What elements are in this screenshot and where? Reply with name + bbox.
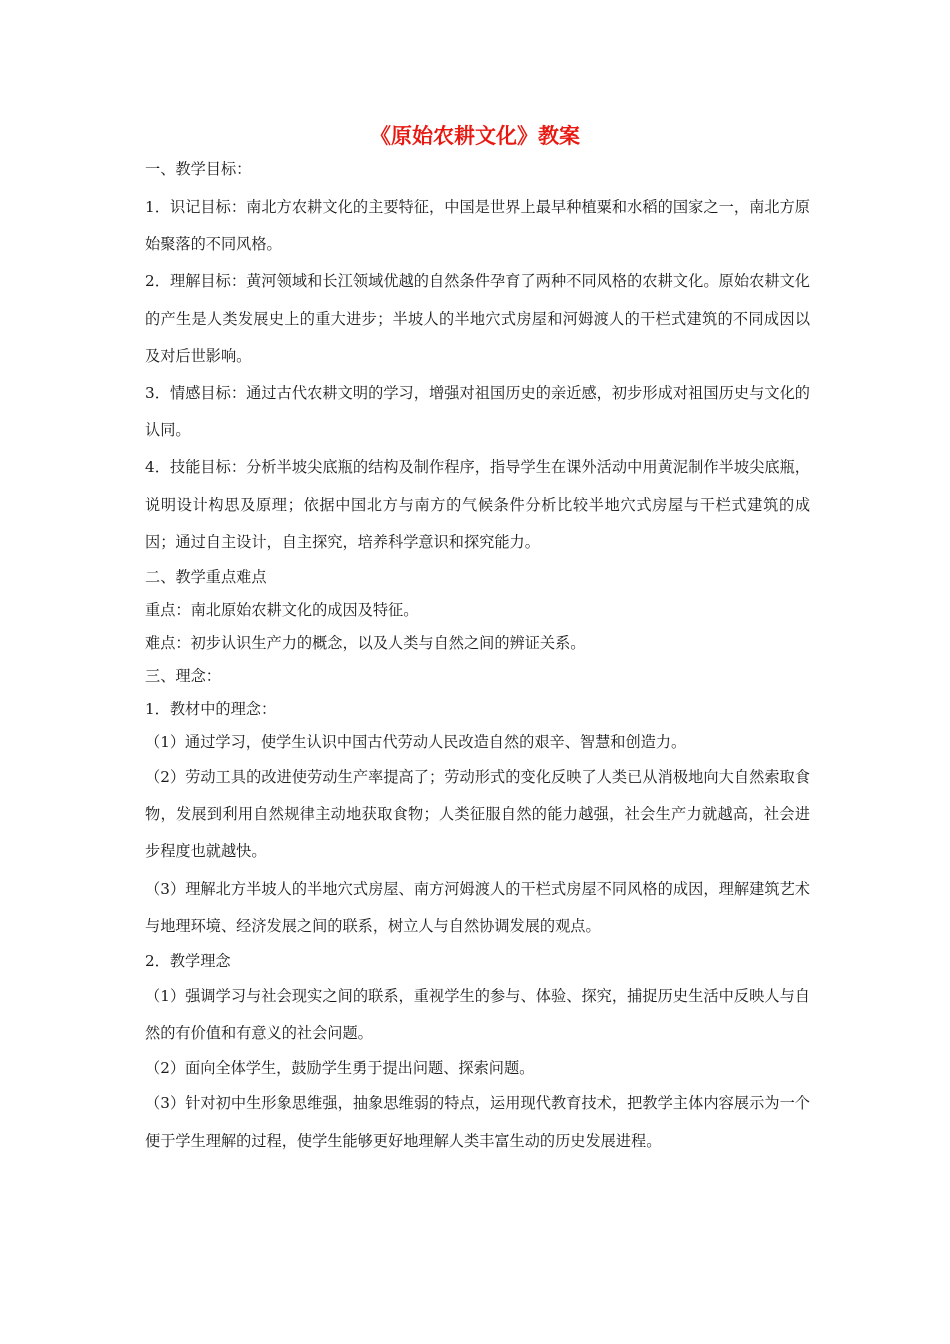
subheading-teaching-philosophy: 2．教学理念 bbox=[145, 952, 231, 971]
goal-paragraph-1: 1．识记目标：南北方农耕文化的主要特征，中国是世界上最早种植粟和水稻的国家之一，南北方原始聚落的不同风格。 bbox=[145, 198, 810, 254]
document-body bbox=[145, 153, 810, 1160]
section-heading-philosophy: 三、理念： bbox=[145, 667, 221, 686]
goal-paragraph-3: 3．情感目标：通过古代农耕文明的学习，增强对祖国历史的亲近感，初步形成对祖国历史与文化的认同。 bbox=[145, 384, 810, 440]
section-heading-key-points: 二、教学重点难点 bbox=[145, 568, 267, 587]
textbook-point-3: （3）理解北方半坡人的半地穴式房屋、南方河姆渡人的干栏式房屋不同风格的成因，理解建筑艺术与地理环境、经济发展之间的联系，树立人与自然协调发展的观点。 bbox=[145, 879, 810, 935]
textbook-point-2: （2）劳动工具的改进使劳动生产率提高了；劳动形式的变化反映了人类已从消极地向大自然索取食物，发展到利用自然规律主动地获取食物；人类征服自然的能力越强，社会生产力就越高，社会进步程度也就越快。 bbox=[145, 768, 810, 861]
key-point-text: 重点：南北原始农耕文化的成因及特征。 bbox=[145, 601, 419, 620]
goal-paragraph-4: 4．技能目标：分析半坡尖底瓶的结构及制作程序，指导学生在课外活动中用黄泥制作半坡尖底瓶，说明设计构思及原理；依据中国北方与南方的气候条件分析比较半地穴式房屋与干栏式建筑的成因；通过自主设计，自主探究，培养科学意识和探究能力。 bbox=[145, 458, 810, 551]
teaching-point-2: （2）面向全体学生，鼓励学生勇于提出问题、探索问题。 bbox=[145, 1059, 535, 1078]
teaching-point-1: （1）强调学习与社会现实之间的联系，重视学生的参与、体验、探究，捕捉历史生活中反映人与自然的有价值和有意义的社会问题。 bbox=[145, 987, 810, 1043]
document-title: 《原始农耕文化》教案 bbox=[370, 124, 580, 148]
goal-paragraph-2: 2．理解目标：黄河领域和长江领域优越的自然条件孕育了两种不同风格的农耕文化。原始农耕文化的产生是人类发展史上的重大进步；半坡人的半地穴式房屋和河姆渡人的干栏式建筑的不同成因以及对后世影响。 bbox=[145, 272, 810, 365]
section-heading-goals: 一、教学目标： bbox=[145, 160, 252, 178]
teaching-point-3: （3）针对初中生形象思维强，抽象思维弱的特点，运用现代教育技术，把教学主体内容展示为一个便于学生理解的过程，使学生能够更好地理解人类丰富生动的历史发展进程。 bbox=[145, 1094, 810, 1150]
textbook-point-1: （1）通过学习，使学生认识中国古代劳动人民改造自然的艰辛、智慧和创造力。 bbox=[145, 733, 687, 752]
difficult-point-text: 难点：初步认识生产力的概念，以及人类与自然之间的辨证关系。 bbox=[145, 634, 586, 653]
subheading-textbook-philosophy: 1．教材中的理念： bbox=[145, 700, 277, 719]
